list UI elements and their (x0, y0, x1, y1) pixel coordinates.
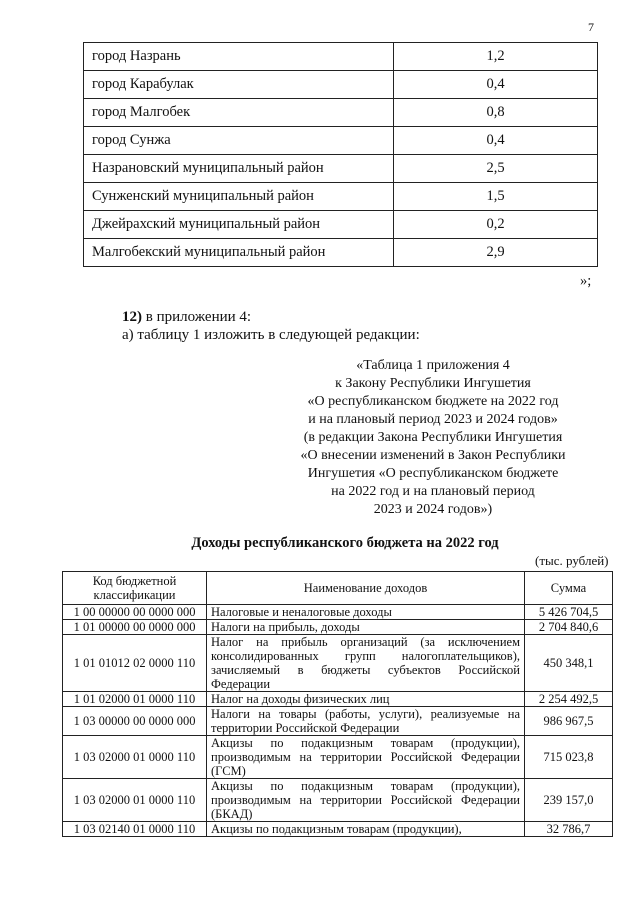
table-row (63, 635, 613, 692)
municipality-value: 0,2 (394, 211, 598, 239)
instruction-line-1 (122, 309, 251, 326)
row-name: Налог на доходы физических лиц (207, 692, 525, 707)
row-name: Акцизы по подакцизным товарам (продукции), (207, 822, 525, 837)
row-name: Акцизы по подакцизным товарам (продукции), производимым на территории Российской Федерации (ГСМ) (207, 736, 525, 779)
instruction-line-2: а) таблицу 1 изложить в следующей редакции: (122, 327, 420, 343)
table-row (84, 211, 598, 239)
table-row (84, 99, 598, 127)
row-code: 1 01 00000 00 0000 000 (63, 620, 207, 635)
instruction-text: в приложении 4: (142, 309, 252, 325)
municipality-value: 0,8 (394, 99, 598, 127)
row-sum: 2 254 492,5 (525, 692, 613, 707)
page-number: 7 (588, 20, 594, 34)
row-sum: 986 967,5 (525, 707, 613, 736)
municipality-name: город Малгобек (84, 99, 394, 127)
municipality-value: 0,4 (394, 127, 598, 155)
municipality-value: 1,5 (394, 183, 598, 211)
caption-line: и на плановый период 2023 и 2024 годов» (308, 412, 558, 427)
row-code: 1 01 01012 02 0000 110 (63, 635, 207, 692)
header-name: Наименование доходов (207, 572, 525, 605)
income-table (62, 571, 613, 837)
table-row (63, 736, 613, 779)
row-sum: 5 426 704,5 (525, 605, 613, 620)
row-sum: 239 157,0 (525, 779, 613, 822)
row-name: Налог на прибыль организаций (за исключением консолидированных групп налогоплательщиков), зачисляемый в бюджеты субъектов Российской Федерации (207, 635, 525, 692)
municipality-value: 0,4 (394, 71, 598, 99)
municipality-name: Малгобекский муниципальный район (84, 239, 394, 267)
row-code: 1 03 02000 01 0000 110 (63, 736, 207, 779)
row-name: Налоги на товары (работы, услуги), реализуемые на территории Российской Федерации (207, 707, 525, 736)
caption-line: «О республиканском бюджете на 2022 год (307, 394, 559, 409)
municipality-name: город Сунжа (84, 127, 394, 155)
caption-line: к Закону Республики Ингушетия (335, 376, 531, 391)
caption-line: на 2022 год и на плановый период (331, 484, 535, 499)
caption-line: Ингушетия «О республиканском бюджете (307, 466, 559, 481)
table-row (84, 71, 598, 99)
row-sum: 715 023,8 (525, 736, 613, 779)
municipality-table (83, 42, 598, 267)
row-code: 1 03 02000 01 0000 110 (63, 779, 207, 822)
table-row (63, 605, 613, 620)
table-row (84, 43, 598, 71)
row-code: 1 01 02000 01 0000 110 (63, 692, 207, 707)
table-header-row (63, 572, 613, 605)
row-code: 1 03 02140 01 0000 110 (63, 822, 207, 837)
municipality-value: 1,2 (394, 43, 598, 71)
row-sum: 32 786,7 (525, 822, 613, 837)
units-label: (тыс. рублей) (535, 553, 609, 568)
caption-line: «Таблица 1 приложения 4 (356, 358, 510, 373)
row-sum: 2 704 840,6 (525, 620, 613, 635)
municipality-name: город Карабулак (84, 71, 394, 99)
closing-quote: »; (580, 273, 592, 289)
table-row (84, 155, 598, 183)
municipality-value: 2,5 (394, 155, 598, 183)
table-row (63, 779, 613, 822)
row-name: Акцизы по подакцизным товарам (продукции), производимым на территории Российской Федерации (БКАД) (207, 779, 525, 822)
municipality-name: Сунженский муниципальный район (84, 183, 394, 211)
caption-line: «О внесении изменений в Закон Республики (300, 448, 566, 463)
municipality-value: 2,9 (394, 239, 598, 267)
row-code: 1 00 00000 00 0000 000 (63, 605, 207, 620)
instruction-number: 12) (122, 309, 142, 325)
table-row (84, 127, 598, 155)
table-row (84, 239, 598, 267)
header-sum: Сумма (525, 572, 613, 605)
table-row (84, 183, 598, 211)
caption-line: 2023 и 2024 годов») (373, 502, 493, 517)
table-row (63, 707, 613, 736)
row-sum: 450 348,1 (525, 635, 613, 692)
table-caption (268, 357, 598, 519)
table-title: Доходы республиканского бюджета на 2022 год (191, 535, 499, 551)
header-code: Код бюджетной классификации (63, 572, 207, 605)
table-row (63, 822, 613, 837)
table-row (63, 692, 613, 707)
municipality-name: город Назрань (84, 43, 394, 71)
row-code: 1 03 00000 00 0000 000 (63, 707, 207, 736)
row-name: Налоговые и неналоговые доходы (207, 605, 525, 620)
caption-line: (в редакции Закона Республики Ингушетия (303, 430, 563, 445)
row-name: Налоги на прибыль, доходы (207, 620, 525, 635)
municipality-name: Джейрахский муниципальный район (84, 211, 394, 239)
municipality-name: Назрановский муниципальный район (84, 155, 394, 183)
table-row (63, 620, 613, 635)
